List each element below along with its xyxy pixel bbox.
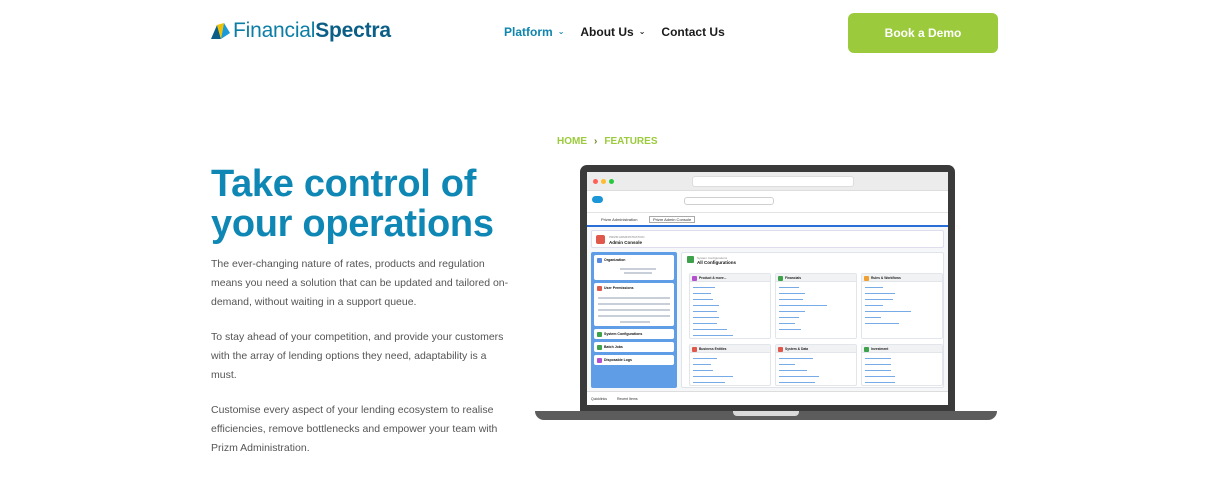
tile-title: Business Entities: [699, 347, 727, 351]
link-line: [779, 364, 795, 365]
config-tile[interactable]: [689, 273, 771, 339]
text-line: [620, 268, 656, 270]
utility-bar: [587, 391, 948, 405]
link-line: [865, 358, 891, 359]
browser-address-bar: [692, 176, 854, 187]
tile-title: Product & more...: [699, 276, 727, 280]
permissions-icon: [597, 286, 602, 291]
laptop-mockup: [535, 165, 997, 427]
config-tile[interactable]: [775, 344, 857, 386]
nav-contact-us-label: Contact Us: [661, 25, 725, 39]
config-tile[interactable]: [861, 273, 943, 339]
tile-icon: [692, 347, 697, 352]
link-line: [865, 311, 911, 312]
text-line: [598, 303, 670, 305]
logs-icon: [597, 358, 602, 363]
logo[interactable]: [211, 19, 391, 43]
link-line: [865, 364, 891, 365]
link-line: [779, 299, 803, 300]
link-line: [779, 323, 795, 324]
link-line: [865, 299, 893, 300]
maximize-dot-icon: [609, 179, 614, 184]
product-screenshot: [587, 172, 948, 405]
config-tile[interactable]: [861, 344, 943, 386]
side-card-label: Organization: [604, 258, 626, 262]
side-card-label: System Configurations: [604, 332, 643, 336]
app-name: Prizm Administration: [601, 217, 638, 222]
chevron-down-icon: ⌄: [557, 26, 565, 36]
link-line: [779, 329, 801, 330]
logo-text-part2: Spectra: [315, 19, 391, 42]
config-icon: [597, 332, 602, 337]
side-card-system-configurations[interactable]: [594, 329, 674, 339]
link-line: [779, 370, 807, 371]
side-card-label: Batch Jobs: [604, 345, 623, 349]
link-line: [865, 293, 895, 294]
config-subtitle: System Configurations: [697, 256, 728, 260]
link-line: [779, 382, 815, 383]
breadcrumb-separator: ›: [594, 136, 598, 147]
laptop-lid: [580, 165, 955, 412]
side-card-label: User Permissions: [604, 286, 634, 290]
main-nav: [504, 25, 725, 39]
intro-paragraph-3: Customise every aspect of your lending ecosystem to realise efficiencies, remove bottlenecks and empower your team with Prizm Administration.: [211, 404, 498, 454]
link-line: [693, 376, 733, 377]
tile-icon: [778, 347, 783, 352]
link-line: [693, 293, 711, 294]
console-header: [591, 230, 944, 248]
link-line: [693, 382, 725, 383]
configurations-icon: [687, 256, 694, 263]
breadcrumb: [557, 136, 658, 147]
app-nav-bar: [587, 213, 948, 227]
tile-header: [690, 345, 770, 353]
text-line: [598, 309, 670, 311]
configurations-panel: [681, 252, 944, 388]
cloud-logo-icon: [592, 196, 603, 203]
link-line: [693, 287, 715, 288]
link-line: [779, 311, 805, 312]
link-line: [693, 299, 713, 300]
app-global-header: [587, 191, 948, 213]
tile-header: [690, 274, 770, 282]
organization-icon: [597, 258, 602, 263]
chevron-down-icon: ⌄: [638, 26, 646, 36]
link-line: [865, 323, 899, 324]
side-card-user-permissions: [594, 283, 674, 326]
link-line: [693, 335, 733, 336]
browser-toolbar: [587, 172, 948, 191]
logo-icon: [211, 23, 230, 39]
nav-contact-us[interactable]: [661, 25, 724, 39]
link-line: [779, 305, 827, 306]
side-card-disposable-logs[interactable]: [594, 355, 674, 365]
side-card-organization: [594, 255, 674, 280]
console-sidebar: [591, 252, 677, 388]
tile-header: [776, 274, 856, 282]
link-line: [779, 293, 805, 294]
link-line: [865, 305, 883, 306]
book-demo-button[interactable]: Book a Demo: [848, 13, 998, 53]
app-tab: Prizm Admin Console: [649, 216, 695, 223]
tile-icon: [692, 276, 697, 281]
tile-icon: [864, 347, 869, 352]
intro-paragraph-2: To stay ahead of your competition, and provide your customers with the array of lending options they need, adaptability is a must.: [211, 331, 504, 381]
config-tile[interactable]: [689, 344, 771, 386]
link-line: [779, 358, 813, 359]
link-line: [693, 305, 719, 306]
console-subtitle: PRIZM ADMINISTRATION: [609, 235, 645, 239]
laptop-notch: [733, 411, 799, 416]
intro-paragraph-1: The ever-changing nature of rates, products and regulation means you need a solution that can be updated and tailored on-demand, without waiting in a support queue.: [211, 258, 509, 308]
link-line: [693, 323, 717, 324]
utility-quicklinks: Quicklinks: [591, 397, 607, 401]
tile-icon: [864, 276, 869, 281]
link-line: [693, 317, 719, 318]
text-line: [624, 272, 652, 274]
link-line: [779, 317, 799, 318]
config-tile[interactable]: [775, 273, 857, 339]
page-title: Take control of your operations: [211, 163, 494, 245]
side-card-batch-jobs[interactable]: [594, 342, 674, 352]
logo-text-part1: Financial: [233, 19, 316, 42]
link-line: [693, 329, 727, 330]
console-title: Admin Console: [609, 240, 643, 245]
link-line: [693, 358, 717, 359]
close-dot-icon: [593, 179, 598, 184]
link-line: [779, 376, 819, 377]
tile-title: Investment: [871, 347, 889, 351]
link-line: [865, 382, 895, 383]
text-line: [598, 297, 670, 299]
link-line: [865, 317, 881, 318]
utility-recent-items: Recent Items: [617, 397, 638, 401]
tile-title: Financials: [785, 276, 802, 280]
link-line: [693, 370, 713, 371]
console-icon: [596, 235, 605, 244]
nav-platform[interactable]: [504, 25, 564, 39]
site-header: [0, 0, 1210, 66]
tile-title: Rules & Workflows: [871, 276, 901, 280]
text-line: [620, 321, 650, 323]
app-search-box: [684, 197, 774, 205]
logo-text: [233, 19, 391, 43]
tile-title: System & Data: [785, 347, 809, 351]
tile-icon: [778, 276, 783, 281]
nav-about-us[interactable]: [580, 25, 645, 39]
link-line: [779, 287, 799, 288]
config-title: All Configurations: [697, 260, 736, 265]
side-card-label: Disposable Logs: [604, 358, 633, 362]
batch-icon: [597, 345, 602, 350]
nav-platform-label: Platform: [504, 25, 553, 39]
tile-header: [776, 345, 856, 353]
breadcrumb-home[interactable]: HOME: [557, 136, 587, 147]
minimize-dot-icon: [601, 179, 606, 184]
tile-header: [862, 345, 942, 353]
nav-about-us-label: About Us: [580, 25, 634, 39]
link-line: [693, 311, 717, 312]
link-line: [865, 287, 883, 288]
link-line: [693, 364, 711, 365]
text-line: [598, 315, 670, 317]
tile-header: [862, 274, 942, 282]
breadcrumb-current: FEATURES: [604, 136, 658, 147]
link-line: [865, 376, 895, 377]
link-line: [865, 370, 891, 371]
